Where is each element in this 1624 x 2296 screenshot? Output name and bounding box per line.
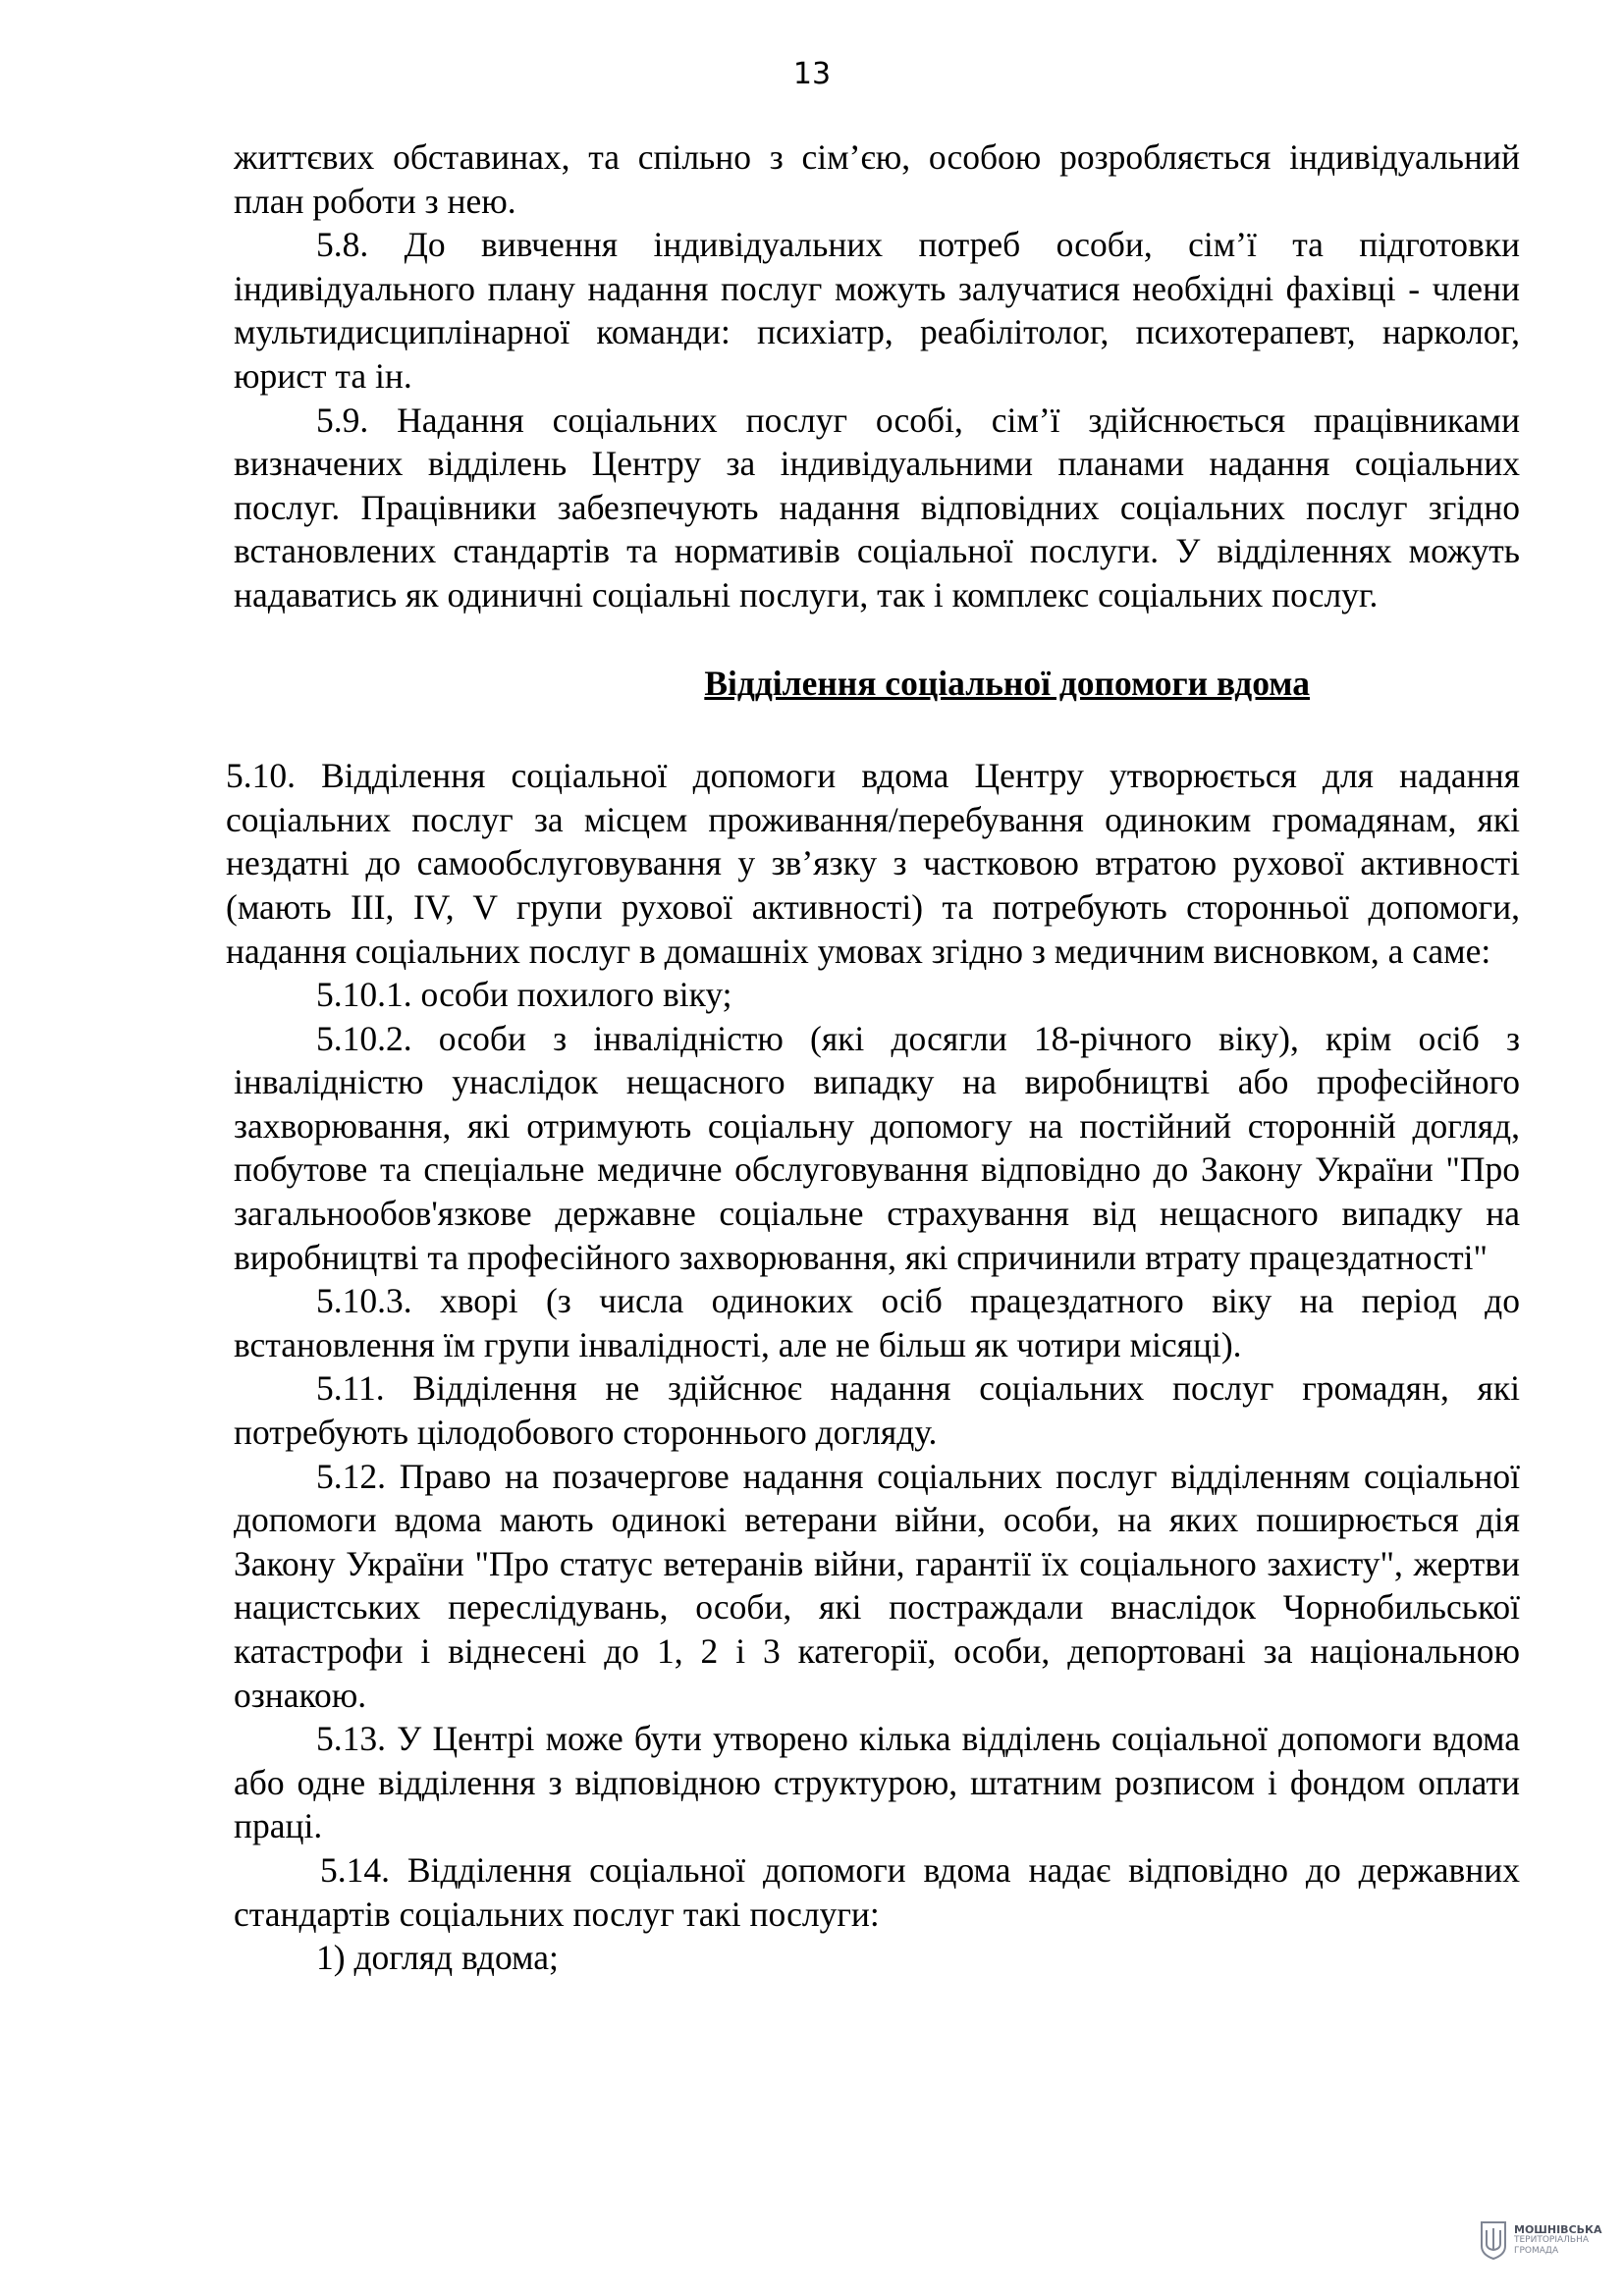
paragraph-5-10-1: 5.10.1. особи похилого віку; — [316, 975, 732, 1015]
paragraph-5-9: 5.9. Надання соціальних послуг особі, сім’ї здійснюється працівниками визначених відділень Центру за індивідуальними планами надання соціальних послуг. Працівники забезпечують надання відповідних соціальних послуг згідно встановлених стандартів та нормативів соціальної послуги. У відділеннях можуть надаватись як одиничні соціальні послуги, так і комплекс соціальних послуг. — [234, 400, 1520, 614]
document-body — [226, 135, 1520, 1980]
trident-emblem-icon — [1479, 2220, 1508, 2260]
paragraph-5-10: 5.10. Відділення соціальної допомоги вдома Центру утворюється для надання соціальних послуг за місцем проживання/перебування одиноким громадянам, які нездатні до самообслуговування у зв’язку з частковою втратою рухової активності (мають III, IV, V групи рухової активності) та потребують сторонньої допомоги, надання соціальних послуг в домашніх умовах згідно з медичним висновком, а саме: — [226, 756, 1520, 971]
paragraph-5-8: 5.8. До вивчення індивідуальних потреб особи, сім’ї та підготовки індивідуального плану надання послуг можуть залучатися необхідні фахівці - члени мультидисциплінарної команди: психіатр, реабілітолог, психотерапевт, нарколог, юрист та ін. — [234, 225, 1520, 396]
section-heading: Відділення соціальної допомоги вдома — [704, 663, 1310, 703]
logo-subtitle-1: ТЕРИТОРІАЛЬНА — [1514, 2234, 1590, 2245]
community-logo — [1479, 2220, 1602, 2260]
paragraph-5-10-2: 5.10.2. особи з інвалідністю (які досягли 18-річного віку), крім осіб з інвалідністю унаслідок нещасного випадку на виробництві або професійного захворювання, які отримують соціальну допомогу на постійний сторонній догляд, побутове та спеціальне медичне обслуговування відповідно до Закону України "Про загальнообов'язкове державне соціальне страхування від нещасного випадку на виробництві та професійного захворювання, які спричинили втрату працездатності" — [234, 1018, 1520, 1277]
logo-title: МОШНІВСЬКА — [1514, 2222, 1602, 2236]
paragraph-5-10-3: 5.10.3. хворі (з числа одиноких осіб працездатного віку на період до встановлення їм групи інвалідності, але не більш як чотири місяці). — [234, 1281, 1520, 1364]
page-number: 13 — [792, 57, 832, 91]
paragraph-5-14: 5.14. Відділення соціальної допомоги вдома надає відповідно до державних стандартів соціальних послуг такі послуги: — [234, 1849, 1520, 1934]
paragraph-5-11: 5.11. Відділення не здійснює надання соціальних послуг громадян, які потребують цілодобового стороннього догляду. — [234, 1368, 1520, 1453]
paragraph-5-13: 5.13. У Центрі може бути утворено кілька відділень соціальної допомоги вдома або одне відділення з відповідною структурою, штатним розписом і фондом оплати праці. — [234, 1719, 1520, 1846]
paragraph-5-12: 5.12. Право на позачергове надання соціальних послуг відділенням соціальної допомоги вдома мають одинокі ветерани війни, особи, на яких поширюється дія Закону України "Про статус ветеранів війни, гарантії їх соціального захисту", жертви нацистських переслідувань, особи, які постраждали внаслідок Чорнобильської катастрофи і віднесені до 1, 2 і 3 категорії, особи, депортовані за національною ознакою. — [234, 1456, 1520, 1715]
logo-text — [1514, 2224, 1602, 2257]
logo-subtitle-2: ГРОМАДА — [1514, 2245, 1559, 2256]
paragraph-continuation: життєвих обставинах, та спільно з сім’єю, особою розробляється індивідуальний план роботи з нею. — [234, 137, 1520, 221]
list-item-1: 1) догляд вдома; — [316, 1938, 559, 1978]
